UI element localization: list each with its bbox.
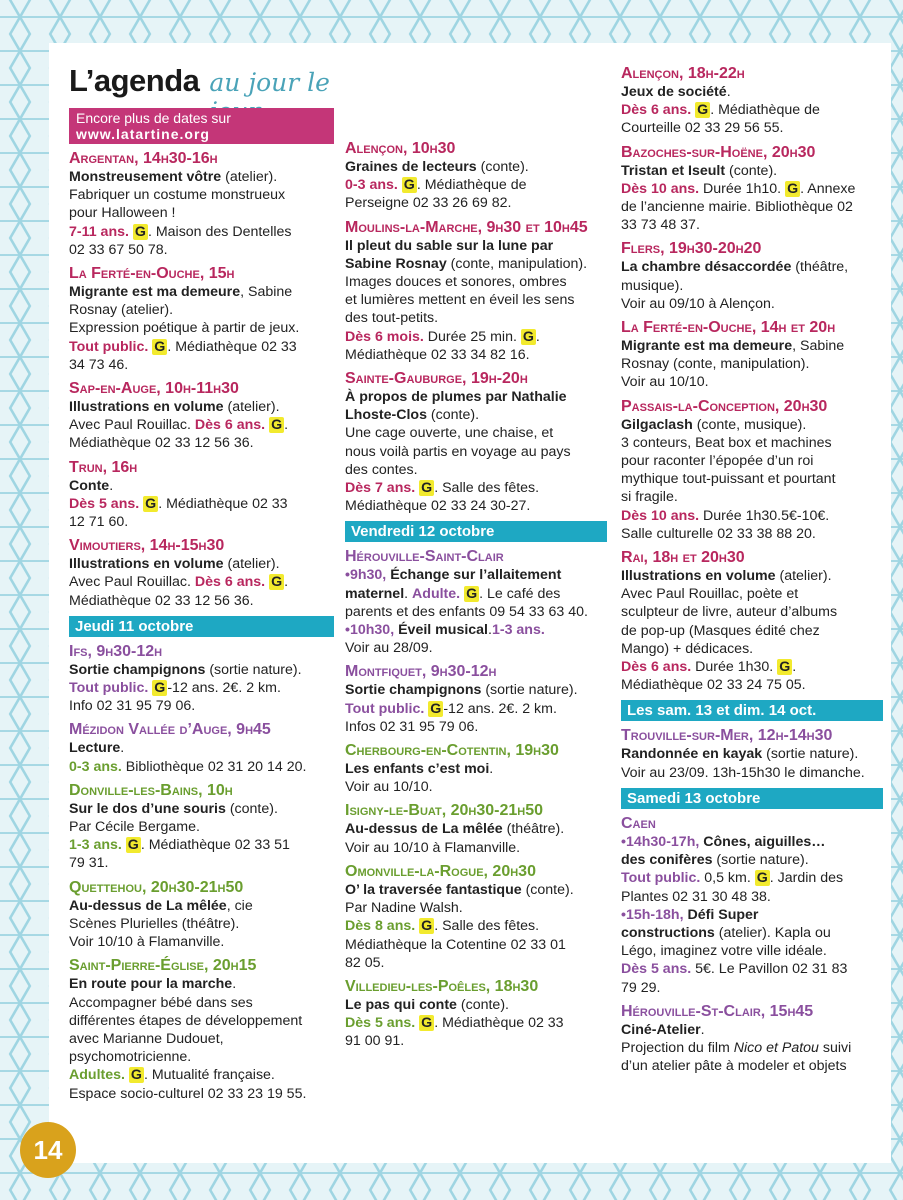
event-location-time: Isigny-le-Buat, 20h30-21h50: [345, 802, 544, 820]
event-location-time: Mézidon Vallée d’Auge, 9h45: [69, 721, 271, 739]
event-description: Illustrations en volume (atelier). Avec Paul Rouillac. Dès 6 ans. G . Médiathèque 02 33 12 56 36.: [69, 556, 289, 609]
event-location-time: Alençon, 10h30: [345, 140, 456, 157]
agenda-header: [69, 63, 334, 103]
event-item: [621, 726, 883, 781]
event-item: [69, 956, 334, 1102]
event-location-time: Quettehou, 20h30-21h50: [69, 878, 244, 896]
event-location-time: Sap-en-Auge, 10h-11h30: [69, 380, 239, 398]
event-location-time: Cherbourg-en-Cotentin, 19h30: [345, 742, 559, 760]
event-location-time: Trouville-sur-Mer, 12h-14h30: [621, 727, 833, 745]
event-item: [345, 369, 607, 515]
event-item: [69, 781, 334, 873]
event-location-time: Alençon, 18h-22h: [621, 65, 745, 82]
event-item: [621, 318, 883, 392]
event-description: Illustrations en volume (atelier). Avec Paul Rouillac. Dès 6 ans. G . Médiathèque 02 33 12 56 36.: [69, 399, 289, 452]
event-item: [621, 239, 883, 313]
event-description: Migrante est ma demeure, Sabine Rosnay (atelier). Expression poétique à partir de jeux. Tout public. G . Médiathèque 02 33 34 73 46.: [69, 284, 300, 373]
event-item: [345, 801, 607, 856]
event-description: Le pas qui conte (conte). Dès 5 ans. G . Médiathèque 02 33 91 00 91.: [345, 996, 564, 1050]
event-item: [345, 741, 607, 796]
event-item: [69, 642, 334, 716]
event-location-time: Hérouville-Saint-Clair: [345, 548, 504, 566]
event-description: La chambre désaccordée (théâtre, musique). Voir au 09/10 à Alençon.: [621, 259, 849, 312]
agenda-page: [49, 43, 891, 1163]
event-location-time: Saint-Pierre-Église, 20h15: [69, 957, 257, 975]
event-description: Sortie champignons (sortie nature). Tout public. G -12 ans. 2€. 2 km. Infos 02 31 95 79 06.: [345, 682, 578, 735]
event-description: Ciné-Atelier. Projection du film Nico et Patou suivi d’un atelier pâte à modeler et objets: [621, 1021, 852, 1075]
event-item: [345, 139, 607, 213]
event-description: À propos de plumes par Nathalie Lhoste-Clos (conte). Une cage ouverte, une chaise, et nous voilà partis en voyage au pays des contes. Dès 7 ans. G . Salle des fêtes. Médiathèque 02 33 24 30-27.: [345, 389, 571, 515]
col3-events: [621, 64, 883, 1075]
event-item: [621, 397, 883, 543]
website-banner: [69, 108, 334, 144]
event-location-time: La Ferté-en-Ouche, 15h: [69, 265, 235, 283]
event-location-time: Omonville-la-Rogue, 20h30: [345, 862, 536, 880]
event-description: Migrante est ma demeure, Sabine Rosnay (conte, manipulation). Voir au 10/10.: [621, 338, 845, 391]
event-location-time: Ifs, 9h30-12h: [69, 642, 163, 660]
event-location-time: Rai, 18h et 20h30: [621, 549, 745, 567]
event-item: [621, 64, 883, 138]
event-location-time: La Ferté-en-Ouche, 14h et 20h: [621, 319, 836, 337]
event-item: [621, 814, 883, 997]
event-description: Il pleut du sable sur la lune par Sabine Rosnay (conte, manipulation). Images douces et sonores, ombres et lumières mettent en éveil les sens des tout-petits. Dès 6 mois. Durée 25 min. G . Médiathèque 02 33 34 82 16.: [345, 237, 588, 363]
event-description: Au-dessus de La mêlée, cie Scènes Plurielles (théâtre). Voir 10/10 à Flamanville.: [69, 897, 253, 951]
event-description: Les enfants c’est moi. Voir au 10/10.: [345, 761, 494, 796]
column-1: [69, 43, 334, 1103]
event-location-time: Moulins-la-Marche, 9h30 et 10h45: [345, 218, 588, 236]
day-header: Jeudi 11 octobre: [69, 616, 334, 637]
event-location-time: Donville-les-Bains, 10h: [69, 781, 233, 799]
event-description: Monstreusement vôtre (atelier). Fabriquer un costume monstrueux pour Halloween ! 7-11 ans. G . Maison des Dentelles 02 33 67 50 78.: [69, 169, 292, 258]
event-location-time: Caen: [621, 814, 656, 832]
page-number: 14: [20, 1122, 76, 1178]
event-description: Randonnée en kayak (sortie nature). Voir au 23/09. 13h-15h30 le dimanche.: [621, 746, 865, 781]
day-header: Vendredi 12 octobre: [345, 521, 607, 542]
page-subtitle: au jour le: [209, 68, 330, 97]
day-header: Les sam. 13 et dim. 14 oct.: [621, 700, 883, 721]
event-item: [345, 662, 607, 736]
event-location-time: Bazoches-sur-Hoëne, 20h30: [621, 143, 816, 161]
col2-events: [345, 139, 607, 1051]
event-description: Sur le dos d’une souris (conte). Par Cécile Bergame. 1-3 ans. G . Médiathèque 02 33 51 79 31.: [69, 800, 290, 872]
event-description: Tristan et Iseult (conte). Dès 10 ans. Durée 1h10. G . Annexe de l’ancienne mairie. Bibliothèque 02 33 73 48 37.: [621, 162, 856, 234]
event-description: Jeux de société. Dès 6 ans. G . Médiathèque de Courteille 02 33 29 56 55.: [621, 84, 820, 137]
event-description: Gilgaclash (conte, musique). 3 conteurs, Beat box et machines pour raconter l’épopée d’un roi mythique tout-puissant et pourtant si fragile. Dès 10 ans. Durée 1h30.5€-10€. Salle culturelle 02 33 38 88 20.: [621, 416, 836, 542]
event-location-time: Hérouville-St-Clair, 15h45: [621, 1002, 814, 1020]
website-link[interactable]: www.latartine.org: [76, 126, 210, 142]
col1-events: [69, 149, 334, 1103]
event-description: Conte. Dès 5 ans. G . Médiathèque 02 33 12 71 60.: [69, 477, 288, 531]
event-location-time: Sainte-Gauburge, 19h-20h: [345, 370, 528, 388]
event-location-time: Montfiquet, 9h30-12h: [345, 663, 497, 681]
event-item: [345, 547, 607, 657]
event-item: [69, 264, 334, 374]
event-location-time: Flers, 19h30-20h20: [621, 240, 762, 258]
event-item: [345, 862, 607, 972]
event-item: [621, 548, 883, 694]
event-description: •14h30-17h, Cônes, aiguilles… des conifères (sortie nature). Tout public. 0,5 km. G . Jardin des Plantes 02 31 30 48 38. •15h-18h, Défi Super constructions (atelier). Kapla ou Légo, imaginez votre ville idéale. Dès 5 ans. 5€. Le Pavillon 02 31 83 79 29.: [621, 833, 848, 996]
event-location-time: Trun, 16h: [69, 458, 138, 476]
event-location-time: Passais-la-Conception, 20h30: [621, 397, 828, 415]
event-item: [69, 149, 334, 259]
event-location-time: Villedieu-les-Poêles, 18h30: [345, 977, 539, 995]
event-item: [69, 878, 334, 952]
event-description: Au-dessus de La mêlée (théâtre). Voir au 10/10 à Flamanville.: [345, 821, 565, 856]
banner-text: Encore plus de dates sur: [76, 110, 231, 126]
event-description: O’ la traversée fantastique (conte). Par Nadine Walsh. Dès 8 ans. G . Salle des fêtes. Médiathèque la Cotentine 02 33 01 82 05.: [345, 881, 574, 971]
event-item: [621, 1002, 883, 1076]
event-description: Lecture. 0-3 ans. Bibliothèque 02 31 20 14 20.: [69, 740, 307, 775]
column-2: [345, 43, 607, 1051]
event-item: [345, 977, 607, 1051]
event-location-time: Argentan, 14h30-16h: [69, 150, 218, 167]
event-item: [69, 379, 334, 453]
day-header: Samedi 13 octobre: [621, 788, 883, 809]
event-description: En route pour la marche. Accompagner bébé dans ses différentes étapes de développement avec Marianne Dudouet, psychomotricienne. Adultes. G . Mutualité française. Espace socio-culturel 02 33 23 19 55.: [69, 976, 307, 1102]
column-3: [621, 43, 883, 1075]
event-description: Graines de lecteurs (conte). 0-3 ans. G . Médiathèque de Perseigne 02 33 26 69 82.: [345, 159, 529, 212]
page-title: L’agenda: [69, 63, 200, 98]
event-description: •9h30, Échange sur l’allaitement maternel. Adulte. G . Le café des parents et des enfants 09 54 33 63 40. •10h30, Éveil musical.1-3 ans. Voir au 28/09.: [345, 567, 588, 657]
event-item: [69, 536, 334, 610]
event-item: [345, 218, 607, 364]
event-item: [621, 143, 883, 235]
event-item: [69, 720, 334, 775]
event-location-time: Vimoutiers, 14h-15h30: [69, 537, 225, 555]
event-description: Sortie champignons (sortie nature). Tout public. G -12 ans. 2€. 2 km. Info 02 31 95 79 06.: [69, 661, 302, 715]
event-description: Illustrations en volume (atelier). Avec Paul Rouillac, poète et sculpteur de livre, auteur d’albums de pop-up (Masques édité chez Mango) + dédicaces. Dès 6 ans. Durée 1h30. G . Médiathèque 02 33 24 75 05.: [621, 568, 838, 694]
event-item: [69, 458, 334, 532]
